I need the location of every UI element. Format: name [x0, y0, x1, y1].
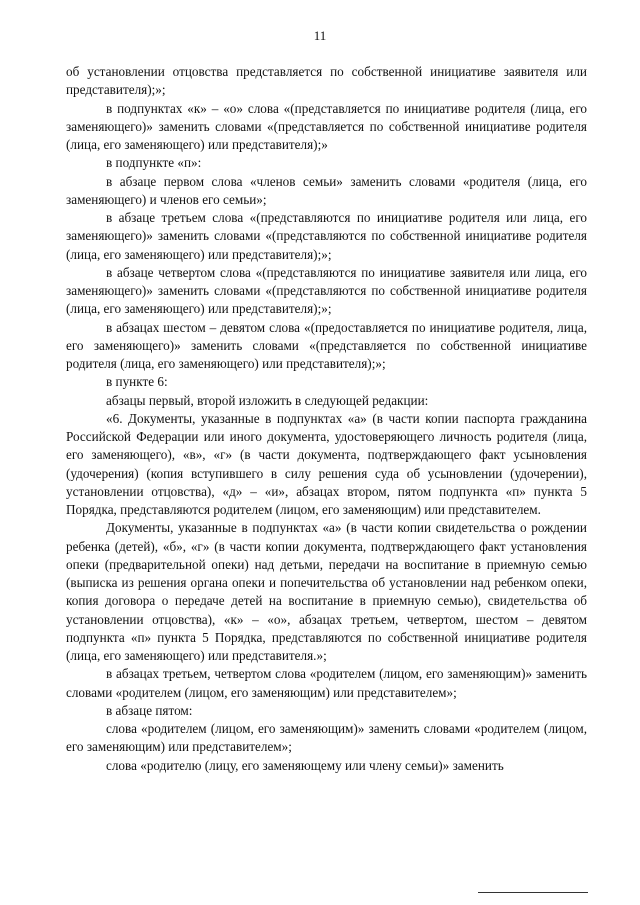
page-number: 11 — [313, 28, 327, 43]
paragraph: в пункте 6: — [106, 374, 168, 390]
paragraph: слова «родителем (лицом, его заменяющим)» заменить словами «родителем (лицом, его заменяющим) или представителем»; — [66, 721, 587, 755]
document-body — [66, 63, 587, 775]
paragraph: в подпунктах «к» – «о» слова «(представляется по инициативе родителя (лица, его заменяющего)» заменить словами «(представляется по собственной инициативе родителя (лица, его заменяющего) или представителя);» — [66, 100, 587, 152]
paragraph: в абзацах шестом – девятом слова «(предоставляется по инициативе родителя, лица, его заменяющего)» заменить словами «(представляется по собственной инициативе родителя (лица, его заменяющего) или представителя);»; — [66, 319, 587, 371]
paragraph: в подпункте «п»: — [106, 155, 202, 171]
paragraph: в абзаце четвертом слова «(представляются по инициативе заявителя или лица, его заменяющего)» заменить словами «(представляются по собственной инициативе родителя (лица, его заменяющего) или представителя);»; — [66, 264, 587, 317]
paragraph: в абзаце третьем слова «(представляются по инициативе родителя или лица, его заменяющего)» заменить словами «(представляются по собственной инициативе родителя (лица, его заменяющего) или представителя);»; — [66, 210, 587, 262]
paragraph: в абзаце пятом: — [106, 702, 193, 718]
paragraph: в абзацах третьем, четвертом слова «родителем (лицом, его заменяющим)» заменить словами «родителем (лицом, его заменяющим) или представителем»; — [66, 666, 587, 700]
paragraph: абзацы первый, второй изложить в следующей редакции: — [106, 392, 429, 408]
footer-divider — [478, 892, 588, 893]
paragraph: об установлении отцовства представляется по собственной инициативе заявителя или представителя);»; — [66, 64, 587, 98]
paragraph: Документы, указанные в подпунктах «а» (в части копии свидетельства о рождении ребенка (детей), «б», «г» (в части копии документа, подтверждающего факт установления опеки (предварительной опеки) над детьми, передачи на воспитание в приемную семью (выписка из решения органа опеки и попечительства об установлении над ребенком опеки, копия договора о передаче детей на воспитание в приемную семью), свидетельства об установлении отцовства), «к» – «о», абзацах третьем, четвертом, шестом – девятом подпункта «п» пункта 5 Порядка, представляются по собственной инициативе родителя (лица, его заменяющего) или представителя.»; — [66, 520, 587, 663]
paragraph: в абзаце первом слова «членов семьи» заменить словами «родителя (лица, его заменяющего) и членов его семьи»; — [66, 173, 587, 207]
paragraph: «6. Документы, указанные в подпунктах «а» (в части копии паспорта гражданина Российской Федерации или иного документа, удостоверяющего личность родителя (лица, его заменяющего), «в», «г» (в части документа, подтверждающего факт усыновления (удочерения) (копия вступившего в силу решения суда об усыновлении (удочерении), установлении отцовства), «д» – «и», абзацах втором, пятом подпункта «п» пункта 5 Порядка, представляются родителем (лицом, его заменяющим) или представителем. — [66, 410, 587, 517]
paragraph: слова «родителю (лицу, его заменяющему или члену семьи)» заменить — [106, 757, 504, 773]
